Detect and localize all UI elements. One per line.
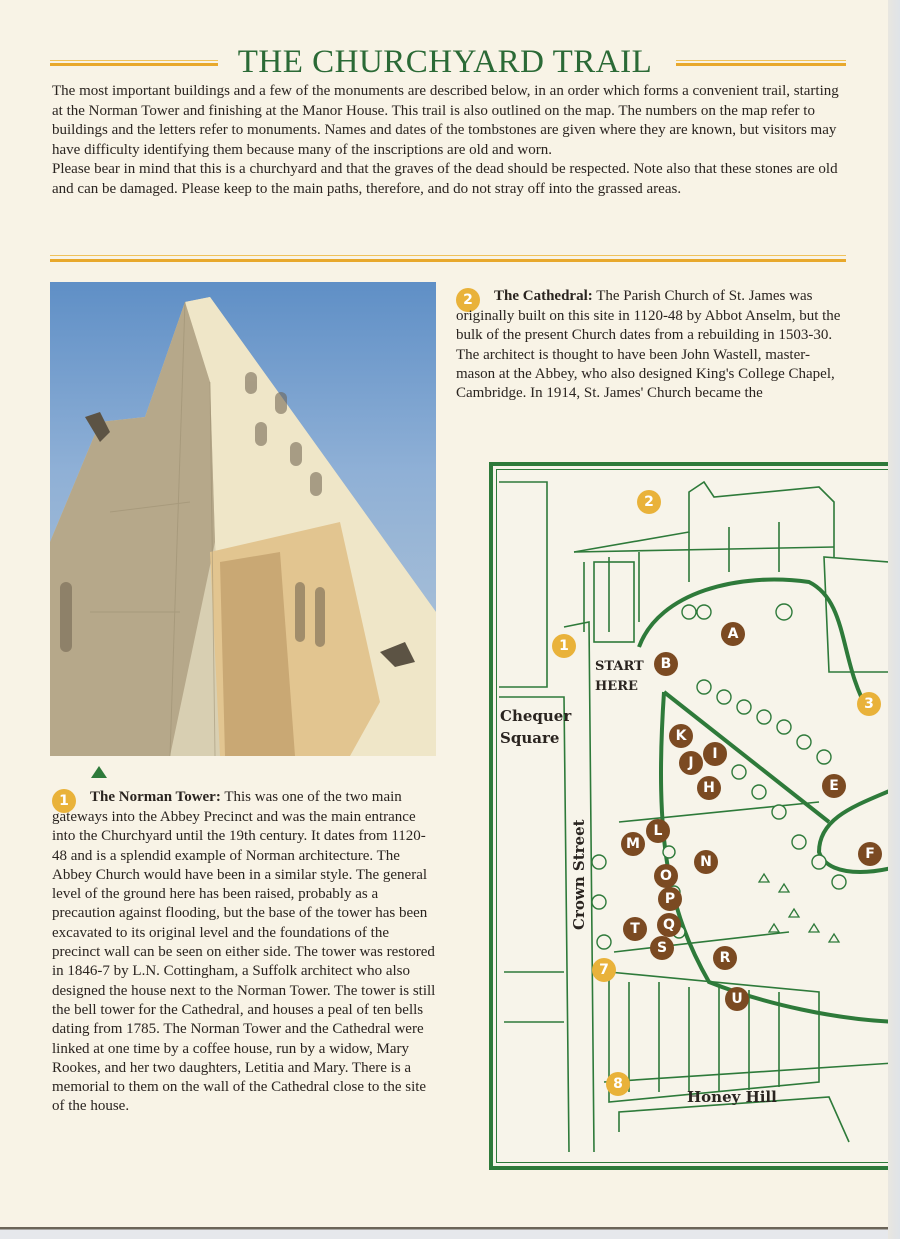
title-rule-left	[50, 60, 218, 66]
entry-cathedral	[456, 287, 848, 403]
entry-heading: The Cathedral:	[494, 288, 593, 304]
map-label-start: START HERE	[595, 659, 644, 694]
map-marker-monument[interactable]: I	[703, 742, 727, 766]
map-marker-monument[interactable]: R	[713, 946, 737, 970]
map-drawing	[489, 462, 888, 1170]
intro-paragraph: The most important buildings and a few of the monuments are described below, in an order which forms a convenient trail, starting at the Norman Tower and finishing at the Manor House. This trail is also outlined on the map. The numbers on the map refer to buildings and the letters refer to monuments. Names and dates of the tombstones are given where they are known, but visitors may have difficulty identifying them because many of the inscriptions are old and worn.	[52, 83, 839, 158]
map-marker-building[interactable]: 3	[857, 692, 881, 716]
map-marker-monument[interactable]: O	[654, 864, 678, 888]
page-edge	[888, 0, 900, 1239]
entry-norman-tower	[52, 788, 436, 1117]
map-marker-monument[interactable]: B	[654, 652, 678, 676]
map-marker-monument[interactable]: S	[650, 936, 674, 960]
map-marker-monument[interactable]: U	[725, 987, 749, 1011]
map-label-chequer-square: Chequer Square	[500, 707, 572, 747]
map-marker-monument[interactable]: A	[721, 622, 745, 646]
map-label-honey-hill: Honey Hill	[687, 1088, 777, 1106]
map-marker-building[interactable]: 1	[552, 634, 576, 658]
map-marker-monument[interactable]: F	[858, 842, 882, 866]
title-rule-right	[676, 60, 846, 66]
map-marker-monument[interactable]: H	[697, 776, 721, 800]
map-marker-monument[interactable]: K	[669, 724, 693, 748]
photo-pointer-icon	[91, 766, 107, 778]
entry-body: The Parish Church of St. James was originally built on this site in 1120-48 by Abbot Anselm, but the bulk of the present Church dates from a rebuilding in 1503-30. The architect is thought to have been John Wastell, master-mason at the Abbey, who also designed King's College Chapel, Cambridge. In 1914, St. James' Church became the	[456, 288, 841, 402]
building-number-badge: 2	[456, 288, 480, 312]
map-marker-building[interactable]: 8	[606, 1072, 630, 1096]
norman-tower-photo	[50, 282, 436, 756]
entry-heading: The Norman Tower:	[90, 789, 221, 805]
entry-body: This was one of the two main gateways into the Abbey Precinct and was the main entrance into the Churchyard until the 19th century. It dates from 1120-48 and is a splendid example of Norman architecture. The Abbey Church would have been in a similar style. The general level of the ground here has been raised, probably as a precaution against flooding, but the base of the tower has been excavated to its original level and the foundations of the precinct wall can be seen on either side. The tower was restored in 1846-7 by L.N. Cottingham, a Suffolk architect who also designed the house next to the Norman Tower. The tower is still the bell tower for the Cathedral, and houses a peal of ten bells dating from 1785. The Norman Tower and the Cathedral were linked at one time by a coffee house, run by a widow, Mary Rookes, and her two daughters, Letitia and Mary. There is a memorial to them on the wall of the Cathedral close to the site of the house.	[52, 789, 436, 1115]
map-marker-monument[interactable]: E	[822, 774, 846, 798]
page-bottom-edge	[0, 1227, 888, 1239]
map-marker-monument[interactable]: T	[623, 917, 647, 941]
churchyard-map	[489, 462, 888, 1170]
map-marker-monument[interactable]: N	[694, 850, 718, 874]
map-marker-monument[interactable]: M	[621, 832, 645, 856]
section-divider	[50, 255, 846, 262]
page-title: THE CHURCHYARD TRAIL	[237, 44, 653, 80]
intro-paragraph: Please bear in mind that this is a churchyard and that the graves of the dead should be respected. Note also that these stones are old and can be damaged. Please keep to the main paths, therefore, and do not stray off into the grassed areas.	[52, 161, 838, 197]
map-marker-monument[interactable]: Q	[657, 913, 681, 937]
map-marker-monument[interactable]: L	[646, 819, 670, 843]
map-marker-monument[interactable]: P	[658, 887, 682, 911]
title-row	[50, 40, 846, 84]
tower-illustration	[50, 282, 436, 756]
map-marker-building[interactable]: 7	[592, 958, 616, 982]
building-number-badge: 1	[52, 789, 76, 813]
intro-text	[52, 82, 844, 199]
map-marker-monument[interactable]: J	[679, 751, 703, 775]
map-label-crown-street: Crown Street	[570, 819, 588, 930]
map-marker-building[interactable]: 2	[637, 490, 661, 514]
